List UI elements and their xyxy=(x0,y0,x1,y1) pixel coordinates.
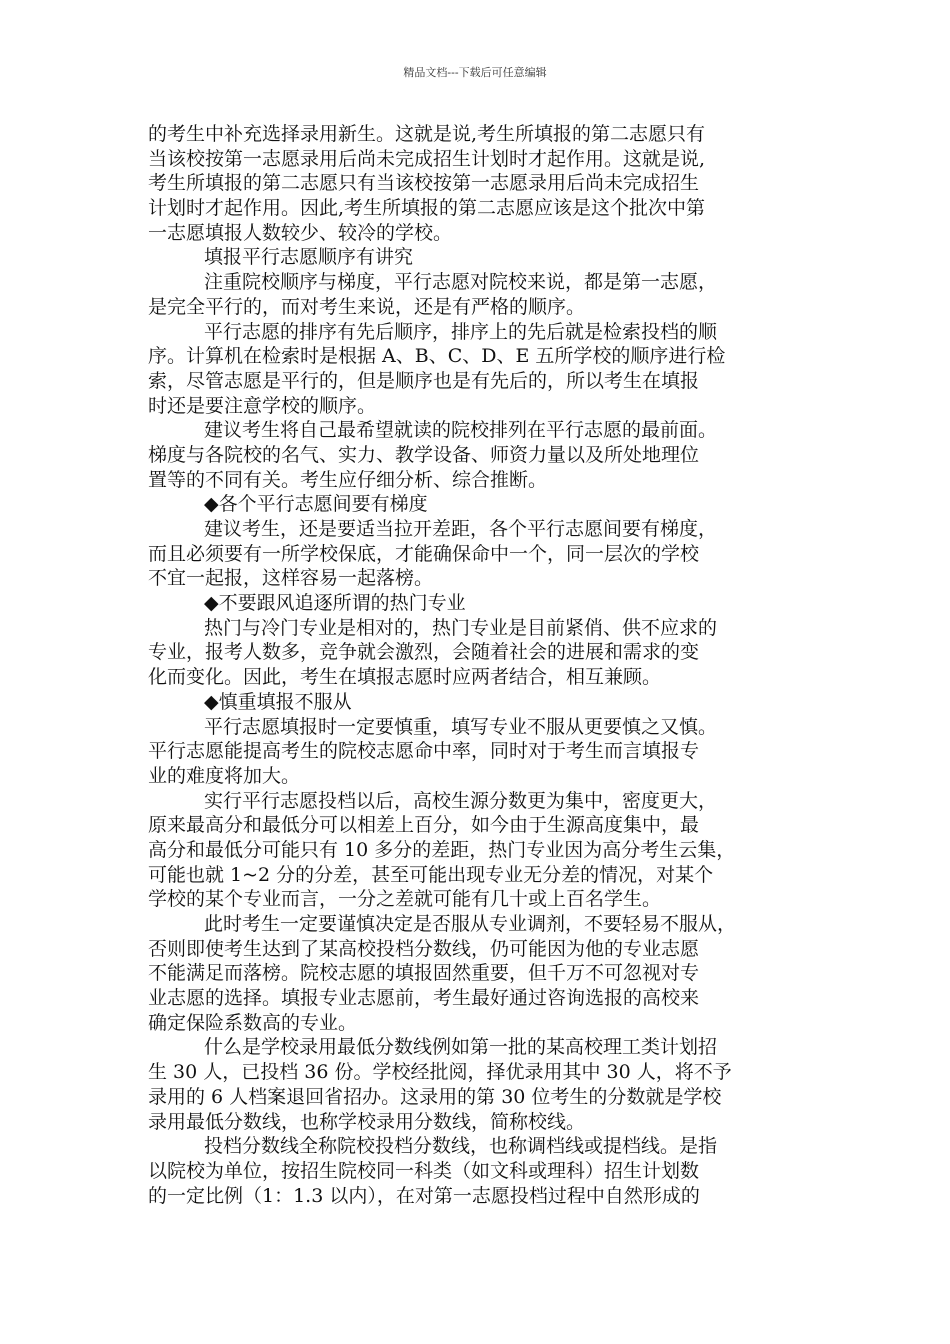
text-line: 建议考生，还是要适当拉开差距，各个平行志愿间要有梯度， xyxy=(204,518,718,540)
text-line: 平行志愿填报时一定要慎重，填写专业不服从更要慎之又慎。 xyxy=(204,715,718,738)
text-line: 不能满足而落榜。院校志愿的填报固然重要，但千万不可忽视对专 xyxy=(148,962,700,985)
text-line: 注重院校顺序与梯度，平行志愿对院校来说，都是第一志愿， xyxy=(204,271,718,294)
text-line: 确定保险系数高的专业。 xyxy=(148,1011,358,1034)
text-line: 填报平行志愿顺序有讲究 xyxy=(204,246,414,269)
text-line: 时还是要注意学校的顺序。 xyxy=(148,394,377,417)
text-line: 热门与冷门专业是相对的，热门专业是目前紧俏、供不应求的 xyxy=(204,616,718,639)
text-line: 业的难度将加大。 xyxy=(148,764,301,787)
text-line: 以院校为单位，按招生院校同一科类（如文科或理科）招生计划数 xyxy=(148,1159,700,1182)
text-line: 置等的不同有关。考生应仔细分析、综合推断。 xyxy=(148,468,548,491)
text-line: ◆各个平行志愿间要有梯度 xyxy=(204,493,428,516)
text-line: 的一定比例（1：1.3 以内），在对第一志愿投档过程中自然形成的 xyxy=(148,1184,700,1207)
text-line: 平行志愿的排序有先后顺序，排序上的先后就是检索投档的顺 xyxy=(204,320,718,343)
text-line: 专业，报考人数多，竞争就会激烈，会随着社会的进展和需求的变 xyxy=(148,641,700,664)
text-line: 是完全平行的，而对考生来说，还是有严格的顺序。 xyxy=(148,295,586,318)
text-line: ◆不要跟风追逐所谓的热门专业 xyxy=(204,592,466,615)
text-line: 平行志愿能提高考生的院校志愿命中率，同时对于考生而言填报专 xyxy=(148,740,700,763)
text-line: 的考生中补充选择录用新生。这就是说,考生所填报的第二志愿只有 xyxy=(148,123,706,145)
text-line: 而且必须要有一所学校保底，才能确保命中一个，同一层次的学校 xyxy=(148,542,700,565)
text-line: 学校的某个专业而言，一分之差就可能有几十或上百名学生。 xyxy=(148,888,662,911)
document-body xyxy=(148,122,812,1208)
text-line: 否则即使考生达到了某高校投档分数线，仍可能因为他的专业志愿 xyxy=(148,937,700,960)
text-line: 序。计算机在检索时是根据 A、B、C、D、E 五所学校的顺序进行检 xyxy=(148,345,726,368)
text-line: 化而变化。因此，考生在填报志愿时应两者结合，相互兼顾。 xyxy=(148,666,662,689)
text-line: 此时考生一定要谨慎决定是否服从专业调剂，不要轻易不服从， xyxy=(204,913,737,935)
text-line: 录用的 6 人档案退回省招办。这录用的第 30 位考生的分数就是学校 xyxy=(148,1085,722,1108)
text-line: 什么是学校录用最低分数线例如第一批的某高校理工类计划招 xyxy=(204,1036,718,1059)
text-line: 投档分数线全称院校投档分数线，也称调档线或提档线。是指 xyxy=(204,1135,718,1158)
text-line: 生 30 人，已投档 36 份。学校经批阅，择优录用其中 30 人，将不予 xyxy=(148,1061,732,1084)
text-line: 不宜一起报，这样容易一起落榜。 xyxy=(148,567,434,590)
text-line: 梯度与各院校的名气、实力、教学设备、师资力量以及所处地理位 xyxy=(148,443,700,466)
text-line: 实行平行志愿投档以后，高校生源分数更为集中，密度更大， xyxy=(204,789,718,812)
text-line: 建议考生将自己最希望就读的院校排列在平行志愿的最前面。 xyxy=(204,419,718,442)
text-line: 当该校按第一志愿录用后尚未完成招生计划时才起作用。这就是说, xyxy=(148,147,706,170)
text-line: ◆慎重填报不服从 xyxy=(204,690,352,713)
text-line: 可能也就 1~2 分的分差，甚至可能出现专业无分差的情况，对某个 xyxy=(148,863,714,886)
text-line: 考生所填报的第二志愿只有当该校按第一志愿录用后尚未完成招生 xyxy=(148,172,700,195)
text-line: 高分和最低分可能只有 10 多分的差距，热门专业因为高分考生云集， xyxy=(148,838,736,861)
text-line: 一志愿填报人数较少、较冷的学校。 xyxy=(148,221,453,244)
page-header: 精品文档---下载后可任意编辑 xyxy=(403,66,547,79)
text-line: 计划时才起作用。因此,考生所填报的第二志愿应该是这个批次中第 xyxy=(148,197,706,220)
text-line: 原来最高分和最低分可以相差上百分，如今由于生源高度集中，最 xyxy=(148,814,700,837)
text-line: 业志愿的选择。填报专业志愿前，考生最好通过咨询选报的高校来 xyxy=(148,987,700,1010)
text-line: 录用最低分数线，也称学校录用分数线，简称校线。 xyxy=(148,1110,586,1133)
text-line: 索，尽管志愿是平行的，但是顺序也是有先后的，所以考生在填报 xyxy=(148,369,700,392)
